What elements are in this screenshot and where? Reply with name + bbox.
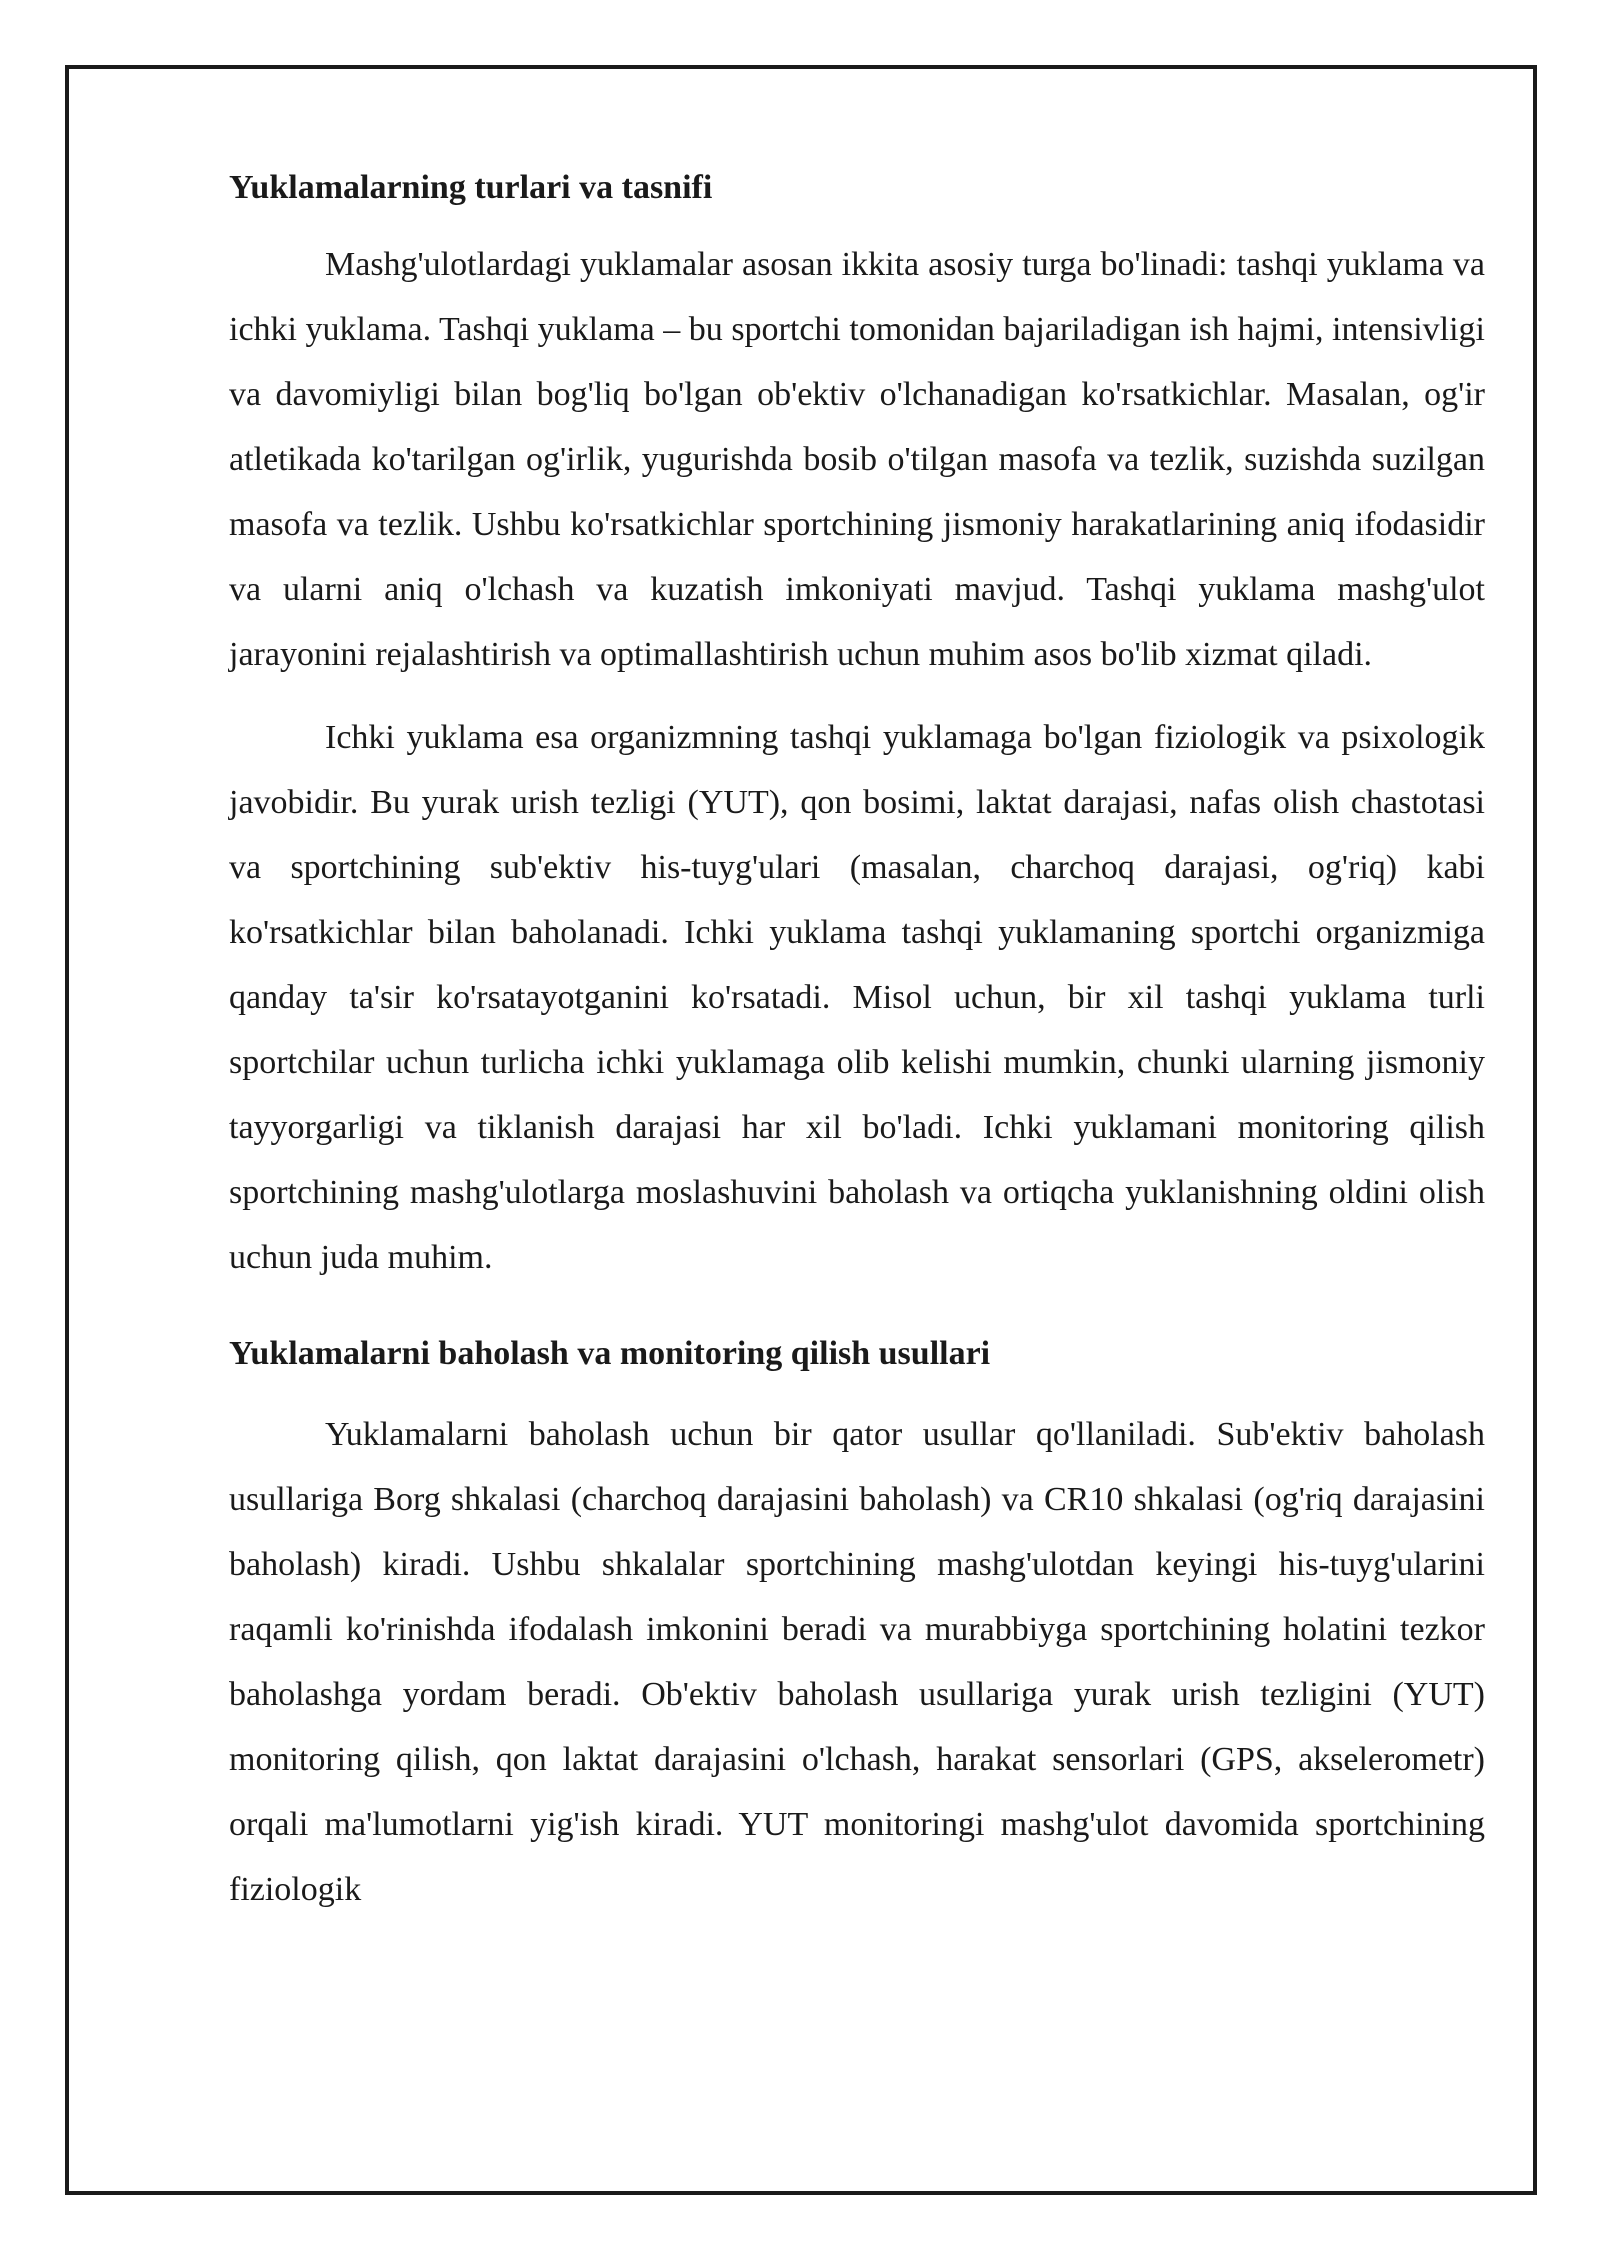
paragraph-internal-load: Ichki yuklama esa organizmning tashqi yuklamaga bo'lgan fiziologik va psixologik javobidir. Bu yurak urish tezligi (YUT), qon bosimi, laktat darajasi, nafas olish chastotasi va sportchining sub'ektiv his-tuyg'ulari (masalan, charchoq darajasi, og'riq) kabi ko'rsatkichlar bilan baholanadi. Ichki yuklama tashqi yuklamaning sportchi organizmiga qanday ta'sir ko'rsatayotganini ko'rsatadi. Misol uchun, bir xil tashqi yuklama turli sportchilar uchun turlicha ichki yuklamaga olib kelishi mumkin, chunki ularning jismoniy tayyorgarligi va tiklanish darajasi har xil bo'ladi. Ichki yuklamani monitoring qilish sportchining mashg'ulotlarga moslashuvini baholash va ortiqcha yuklanishning oldini olish uchun juda muhim. [229, 719, 1485, 1276]
paragraph-external-load: Mashg'ulotlardagi yuklamalar asosan ikkita asosiy turga bo'linadi: tashqi yuklama va ichki yuklama. Tashqi yuklama – bu sportchi tomonidan bajariladigan ish hajmi, intensivligi va davomiyligi bilan bog'liq bo'lgan ob'ektiv o'lchanadigan ko'rsatkichlar. Masalan, og'ir atletikada ko'tarilgan og'irlik, yugurishda bosib o'tilgan masofa va tezlik, suzishda suzilgan masofa va tezlik. Ushbu ko'rsatkichlar sportchining jismoniy harakatlarining aniq ifodasidir va ularni aniq o'lchash va kuzatish imkoniyati mavjud. Tashqi yuklama mashg'ulot jarayonini rejalashtirish va optimallashtirish uchun muhim asos bo'lib xizmat qiladi. [229, 246, 1485, 673]
paragraph-assessment-methods: Yuklamalarni baholash uchun bir qator usullar qo'llaniladi. Sub'ektiv baholash usullariga Borg shkalasi (charchoq darajasini baholash) va CR10 shkalasi (og'riq darajasini baholash) kiradi. Ushbu shkalalar sportchining mashg'ulotdan keyingi his-tuyg'ularini raqamli ko'rinishda ifodalash imkonini beradi va murabbiyga sportchining holatini tezkor baholashga yordam beradi. Ob'ektiv baholash usullariga yurak urish tezligini (YUT) monitoring qilish, qon laktat darajasini o'lchash, harakat sensorlari (GPS, akselerometr) orqali ma'lumotlarni yig'ish kiradi. YUT monitoringi mashg'ulot davomida sportchining fiziologik [229, 1416, 1485, 1908]
section-heading-assessment-methods: Yuklamalarni baholash va monitoring qilish usullari [229, 1335, 991, 1372]
section-heading-load-types: Yuklamalarning turlari va tasnifi [229, 169, 713, 206]
document-body [229, 168, 1485, 1940]
